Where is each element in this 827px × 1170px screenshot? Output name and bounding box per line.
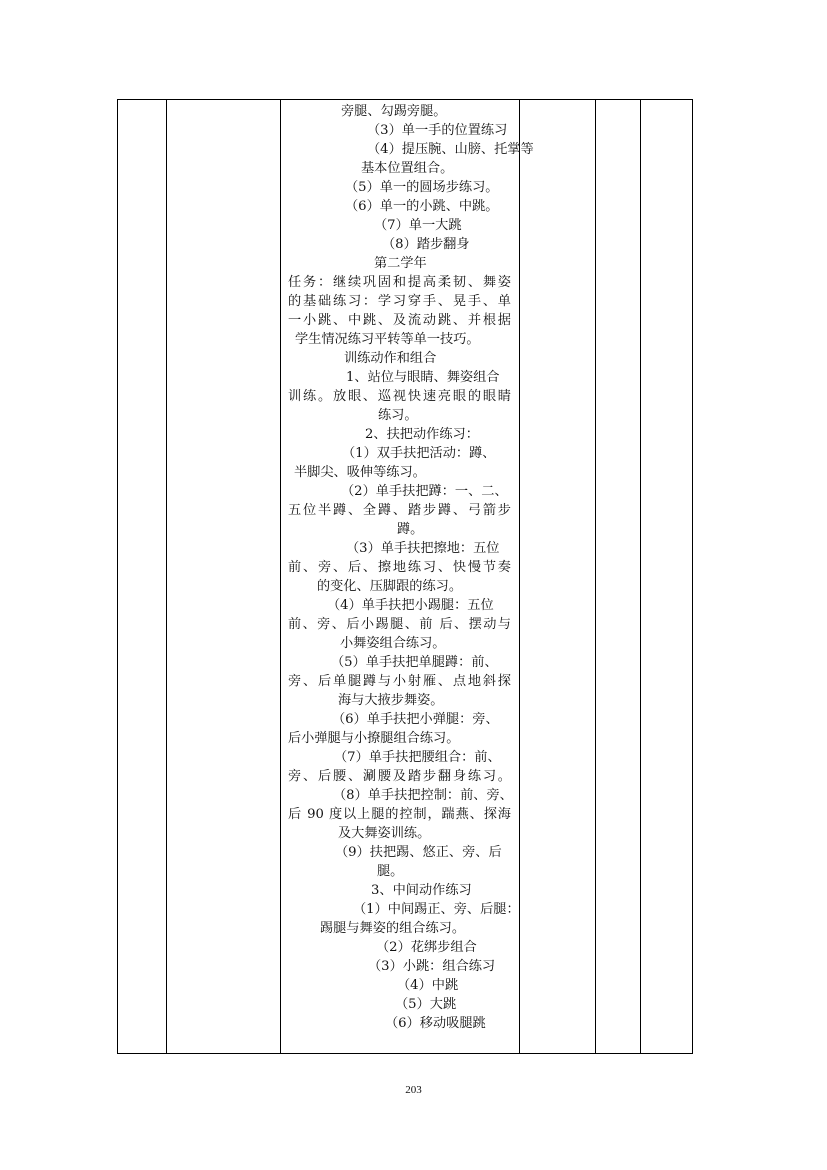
content-line: 的基础练习：学习穿手、晃手、单 [288, 294, 511, 309]
content-line: （2）花绑步组合 [376, 940, 477, 955]
content-line: 训练。放眼、巡视快速亮眼的眼睛 [288, 389, 511, 404]
content-line: 学生情况练习平转等单一技巧。 [295, 332, 480, 347]
content-line: （7）单手扶把腰组合：前、 [334, 750, 501, 765]
content-line: （6）单手扶把小弹腿：旁、 [332, 712, 499, 727]
content-line: （5）单手扶把单腿蹲：前、 [331, 655, 498, 670]
content-line: 后 90 度以上腿的控制，踹燕、探海 [288, 807, 511, 822]
content-line: （5）大跳 [395, 997, 457, 1012]
content-line: （8）踏步翻身 [382, 237, 470, 252]
content-line: 前、旁、后小踢腿、前 后、摆动与 [288, 617, 511, 632]
content-line: （4）提压腕、山膀、托掌等 [367, 142, 534, 157]
content-line: 海与大掖步舞姿。 [338, 693, 444, 708]
content-line: 一小跳、中跳、及流动跳、并根据 [288, 313, 511, 328]
content-line: （6）单一的小跳、中跳。 [345, 199, 499, 214]
page-number: 203 [405, 1084, 422, 1096]
teaching-content-cell [280, 100, 534, 1053]
content-line: （5）单一的圆场步练习。 [345, 180, 499, 195]
content-line: （3）单手扶把擦地：五位 [346, 541, 500, 556]
content-line: （3）单一手的位置练习 [367, 123, 508, 138]
content-table [117, 99, 693, 1054]
content-line: （3）小跳：组合练习 [368, 959, 496, 974]
content-line: 旁、后单腿蹲与小射雁、点地斜探 [288, 674, 511, 689]
content-line: （9）扶把踢、悠正、旁、后 [335, 845, 502, 860]
content-line: 小舞姿组合练习。 [340, 636, 446, 651]
column-divider [166, 100, 167, 1053]
content-line: 蹲。 [397, 522, 424, 537]
content-line: （4）中跳 [397, 978, 459, 993]
content-line: 任务：继续巩固和提高柔韧、舞姿 [288, 275, 511, 290]
content-line: 的变化、压脚跟的练习。 [317, 579, 463, 594]
content-line: （6）移动吸腿跳 [385, 1016, 486, 1031]
content-line: （1）中间踢正、旁、后腿： [353, 902, 520, 917]
content-line: 练习。 [378, 408, 418, 423]
content-line: 第二学年 [374, 256, 427, 271]
content-line: 基本位置组合。 [361, 161, 454, 176]
content-line: 半脚尖、吸伸等练习。 [294, 465, 426, 480]
content-line: 后小弹腿与小撩腿组合练习。 [288, 731, 460, 746]
column-divider [640, 100, 641, 1053]
content-line: 及大舞姿训练。 [338, 826, 431, 841]
content-line: 五位半蹲、全蹲、踏步蹲、弓箭步 [288, 503, 511, 518]
content-line: 1、站位与眼睛、舞姿组合 [346, 370, 500, 385]
content-line: （8）单手扶把控制：前、旁、 [333, 788, 513, 803]
content-line: 训练动作和组合 [344, 351, 437, 366]
content-line: 踢腿与舞姿的组合练习。 [320, 921, 466, 936]
content-line: 3、中间动作练习 [371, 883, 472, 898]
content-line: 2、扶把动作练习： [365, 427, 479, 442]
content-line: （7）单一大跳 [374, 218, 462, 233]
content-line: （1）双手扶把活动：蹲、 [342, 446, 496, 461]
content-line: （2）单手扶把蹲：一、二、 [341, 484, 508, 499]
content-line: 前、旁、后、擦地练习、快慢节奏 [288, 560, 511, 575]
content-line: （4）单手扶把小踢腿：五位 [327, 598, 494, 613]
content-line: 旁、后腰、涮腰及踏步翻身练习。 [288, 769, 511, 784]
content-line: 腿。 [377, 864, 404, 879]
content-line: 旁腿、勾踢旁腿。 [341, 104, 447, 119]
